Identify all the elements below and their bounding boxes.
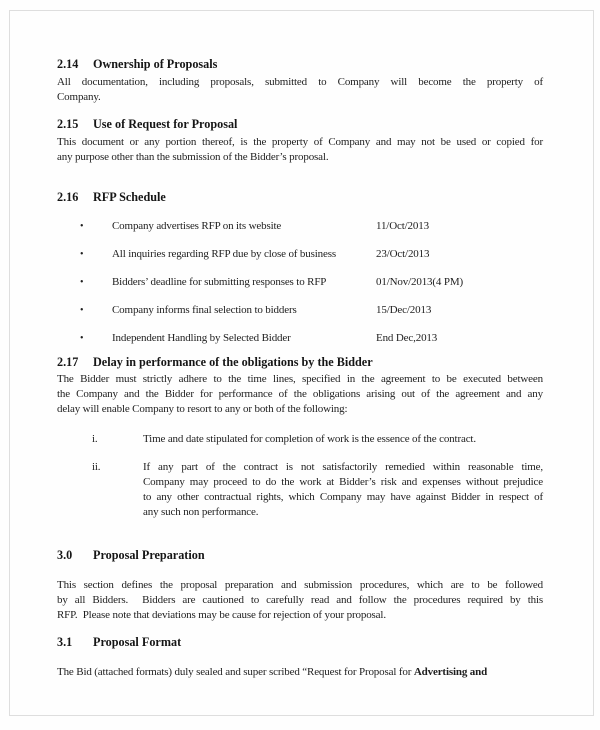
section-heading — [57, 190, 543, 205]
schedule-item — [57, 331, 543, 346]
schedule-item-date: 23/Oct/2013 — [376, 248, 430, 260]
bullet-icon: • — [80, 249, 84, 260]
paragraph-line: The Bidder must strictly adhere to the time lines, specified in the agreement to be executed between — [57, 373, 543, 385]
paragraph-line: This document or any portion thereof, is the property of Company and may not be used or copied for — [57, 136, 543, 148]
paragraph-line: Time and date stipulated for completion of work is the essence of the contract. — [143, 433, 476, 445]
section-title: Proposal Preparation — [93, 548, 205, 562]
schedule-item-date: End Dec,2013 — [376, 332, 438, 344]
schedule-item-label: Company advertises RFP on its website — [112, 220, 282, 232]
paragraph-line: the Company and the Bidder for performance of the obligations arising out of the agreement and any — [57, 388, 543, 400]
rfp-schedule-list — [57, 219, 543, 346]
paragraph — [57, 372, 543, 417]
schedule-item-label: Bidders’ deadline for submitting responses to RFP — [112, 276, 327, 288]
section-heading — [57, 548, 543, 563]
schedule-item-date: 15/Dec/2013 — [376, 304, 432, 316]
roman-list — [57, 432, 543, 520]
section-number: 2.15 — [57, 117, 79, 131]
paragraph-line: All documentation, including proposals, submitted to Company will become the property of — [57, 76, 543, 88]
section-number: 2.17 — [57, 355, 79, 369]
bullet-icon: • — [80, 305, 84, 316]
section-number: 3.1 — [57, 635, 73, 649]
document-content — [57, 57, 543, 680]
roman-list-item — [57, 460, 543, 520]
roman-numeral: ii. — [92, 461, 101, 473]
bold-run: Advertising and — [413, 666, 488, 678]
paragraph-line: any purpose other than the submission of the Bidder’s proposal. — [57, 151, 329, 163]
schedule-item-date: 01/Nov/2013(4 PM) — [376, 276, 463, 288]
paragraph — [57, 578, 543, 623]
section-heading — [57, 635, 543, 650]
section-title: Ownership of Proposals — [93, 57, 218, 71]
section-title: Use of Request for Proposal — [93, 117, 238, 131]
section-heading — [57, 355, 543, 370]
schedule-item — [57, 247, 543, 262]
section-heading — [57, 57, 543, 72]
section-title: RFP Schedule — [93, 190, 166, 204]
paragraph-line: delay will enable Company to resort to any or both of the following: — [57, 403, 348, 415]
paragraph-line — [57, 665, 543, 680]
paragraph-line: If any part of the contract is not satisfactorily remedied within reasonable time, — [143, 461, 543, 473]
schedule-item — [57, 303, 543, 318]
paragraph-line: to any other contractual rights, which Company may have against Bidder in respect of — [143, 491, 543, 503]
section-title: Proposal Format — [93, 635, 182, 649]
section-number: 3.0 — [57, 548, 73, 562]
paragraph-line: Company may proceed to do the work at Bidder’s risk and expenses without prejudice — [143, 476, 543, 488]
paragraph-line: Company. — [57, 91, 101, 103]
roman-numeral: i. — [92, 433, 98, 445]
paragraph — [57, 665, 543, 680]
schedule-item — [57, 219, 543, 234]
section-number: 2.14 — [57, 57, 79, 71]
section-title: Delay in performance of the obligations by the Bidder — [93, 355, 373, 369]
paragraph-line: by all Bidders. Bidders are cautioned to carefully read and follow the procedures required by this — [57, 594, 543, 606]
paragraph-line: any such non performance. — [143, 506, 259, 518]
schedule-item-label: Independent Handling by Selected Bidder — [112, 332, 291, 344]
roman-item-lines — [143, 460, 543, 520]
section-number: 2.16 — [57, 190, 79, 204]
schedule-item — [57, 275, 543, 290]
schedule-item-label: Company informs final selection to bidders — [112, 304, 297, 316]
roman-item-lines — [143, 432, 543, 447]
paragraph-line: RFP. Please note that deviations may be cause for rejection of your proposal. — [57, 609, 386, 621]
schedule-item-date: 11/Oct/2013 — [376, 220, 429, 232]
paragraph — [57, 75, 543, 105]
bullet-icon: • — [80, 277, 84, 288]
roman-list-item — [57, 432, 543, 447]
schedule-item-label: All inquiries regarding RFP due by close of business — [112, 248, 336, 260]
section-heading — [57, 117, 543, 132]
bullet-icon: • — [80, 221, 84, 232]
paragraph — [57, 135, 543, 165]
bullet-icon: • — [80, 333, 84, 344]
text-run: The Bid (attached formats) duly sealed and super scribed “Request for Proposal for — [57, 666, 414, 678]
paragraph-line: This section defines the proposal preparation and submission procedures, which are to be followed — [57, 579, 543, 591]
